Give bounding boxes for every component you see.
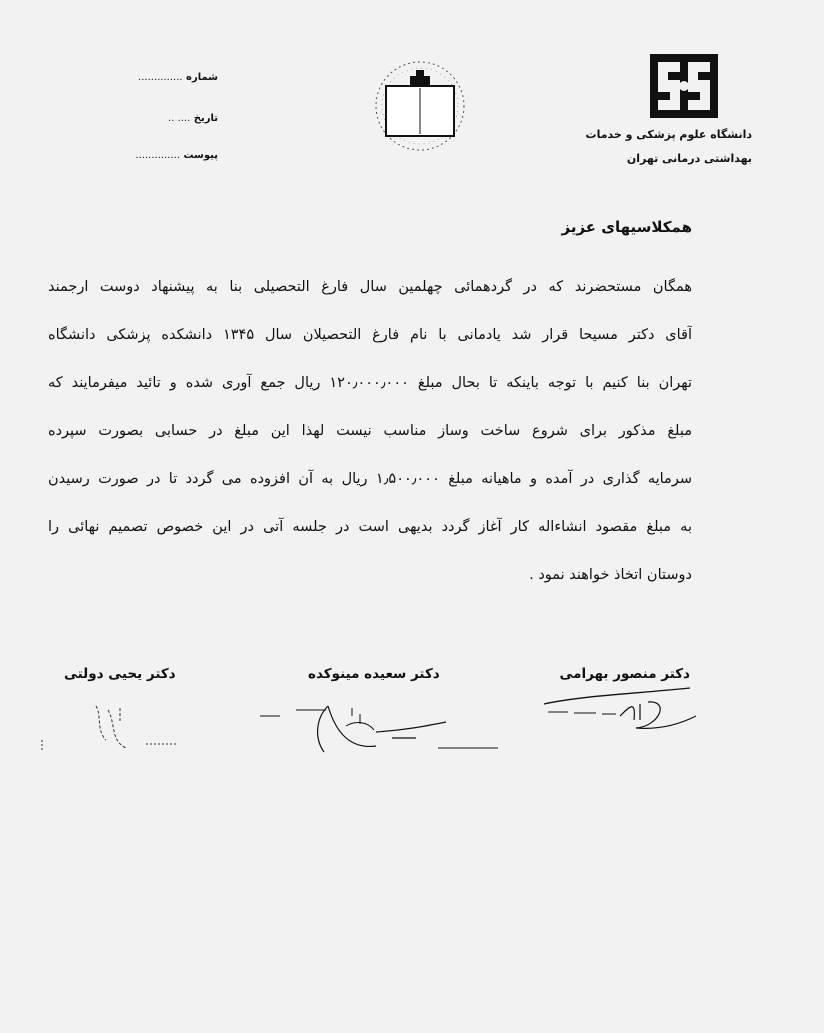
body-line: مبلغ مذکور برای شروع ساخت وساز مناسب نیست لهذا این مبلغ در حسابی بصورت سپرده: [48, 423, 692, 439]
salutation: همکلاسیهای عزیز: [561, 218, 692, 236]
body-line: دوستان اتخاذ خواهند نمود .: [529, 567, 692, 583]
attachment-field: [118, 150, 218, 161]
body-line: آقای دکتر مسیحا قرار شد یادمانی با نام فارغ التحصیلان سال ۱۳۴۵ دانشکده پزشکی دانشگاه: [48, 327, 692, 343]
body-line: سرمایه گذاری در آمده و ماهیانه مبلغ ۱٫۵۰۰٫۰۰۰ ریال به آن افزوده می گردد تا در صورت رسیدن: [48, 471, 692, 487]
number-label: شماره: [186, 72, 218, 83]
signatory-bahrami: دکتر منصور بهرامی: [559, 666, 690, 682]
date-value: .... ..: [168, 113, 191, 124]
attachment-label: پیوست: [183, 150, 218, 161]
date-label: تاریخ: [193, 113, 218, 124]
body-line: تهران بنا کنیم با توجه باینکه تا بحال مبلغ ۱۲۰٫۰۰۰٫۰۰۰ ریال جمع آوری شده و تائید میفرمایند که: [48, 375, 692, 391]
letter-body: [48, 272, 692, 608]
body-line: همگان مستحضرند که در گردهمائی چهلمین سال فارغ التحصیلی بنا به پیشنهاد دوست ارجمند: [48, 279, 692, 295]
signatory-dolati: دکتر یحیی دولتی: [64, 666, 176, 682]
org-name-line2: بهداشتی درمانی تهران: [626, 152, 752, 165]
attachment-value: ..............: [135, 150, 180, 161]
date-field: [118, 113, 218, 124]
signature-dolati-icon: [36, 700, 186, 760]
book-seal-icon: [370, 58, 470, 154]
body-line: به مبلغ مقصود انشاءاله کار آغاز گردد بدیهی است در جلسه آتی در این خصوص تصمیم نهائی را: [48, 519, 692, 535]
signature-minookadeh-icon: [256, 696, 506, 758]
signatory-minookadeh: دکتر سعیده مینوکده: [308, 666, 440, 682]
university-emblem-icon: [650, 54, 718, 118]
org-name-line1: دانشگاه علوم پزشکی و خدمات: [585, 128, 752, 141]
number-value: ..............: [138, 72, 183, 83]
number-field: [118, 72, 218, 83]
signature-bahrami-icon: [540, 686, 700, 736]
